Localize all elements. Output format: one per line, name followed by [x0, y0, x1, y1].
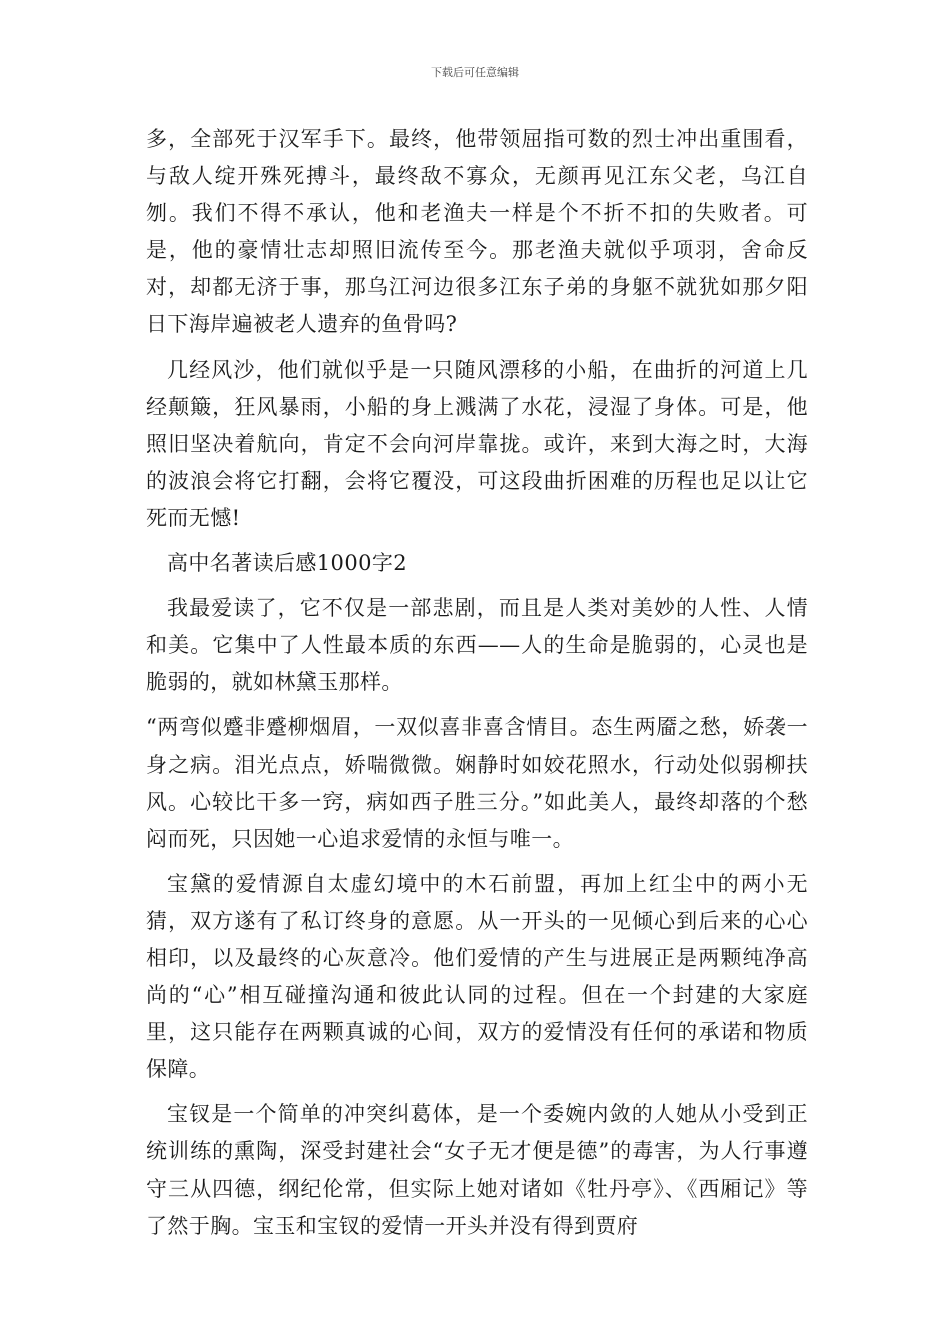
paragraph-quote: “两弯似蹙非蹙柳烟眉，一双似喜非喜含情目。态生两靥之愁，娇袭一身之病。泪光点点，娇喘微微。娴静时如姣花照水，行动处似弱柳扶风。心较比干多一窍，病如西子胜三分。”如此美人，最终却落的个愁闷而死，只因她一心追求爱情的永恒与唯一。 [146, 715, 808, 851]
page-header: 下载后可任意编辑 [431, 66, 519, 79]
paragraph: 我最爱读了，它不仅是一部悲剧，而且是人类对美妙的人性、人情和美。它集中了人性最本质的东西——人的生命是脆弱的，心灵也是脆弱的，就如林黛玉那样。 [146, 596, 808, 695]
paragraph: 宝黛的爱情源自太虚幻境中的木石前盟，再加上红尘中的两小无猜，双方遂有了私订终身的意愿。从一开头的一见倾心到后来的心心相印，以及最终的心灰意冷。他们爱情的产生与进展正是两颗纯净高尚的“心”相互碰撞沟通和彼此认同的过程。但在一个封建的大家庭里，这只能存在两颗真诚的心间，双方的爱情没有任何的承诺和物质保障。 [146, 871, 808, 1082]
document-body [146, 121, 808, 1253]
paragraph: 宝钗是一个简单的冲突纠葛体，是一个委婉内敛的人她从小受到正统训练的熏陶，深受封建社会“女子无才便是德”的毒害，为人行事遵守三从四德，纲纪伦常，但实际上她对诸如《牡丹亭》、《西厢记》等了然于胸。宝玉和宝钗的爱情一开头并没有得到贾府 [146, 1102, 808, 1238]
section-heading: 高中名著读后感1000字2 [167, 551, 408, 576]
paragraph-continuation: 多，全部死于汉军手下。最终，他带领屈指可数的烈士冲出重围看，与敌人绽开殊死搏斗，最终敌不寡众，无颜再见江东父老，乌江自刎。我们不得不承认，他和老渔夫一样是个不折不扣的失败者。可是，他的豪情壮志却照旧流传至今。那老渔夫就似乎项羽，舍命反对，却都无济于事，那乌江河边很多江东子弟的身躯不就犹如那夕阳日下海岸遍被老人遗弃的鱼骨吗? [146, 127, 808, 337]
paragraph: 几经风沙，他们就似乎是一只随风漂移的小船，在曲折的河道上几经颠簸，狂风暴雨，小船的身上溅满了水花，浸湿了身体。可是，他照旧坚决着航向，肯定不会向河岸靠拢。或许，来到大海之时，大海的波浪会将它打翻，会将它覆没，可这段曲折困难的历程也足以让它死而无憾! [146, 357, 808, 530]
